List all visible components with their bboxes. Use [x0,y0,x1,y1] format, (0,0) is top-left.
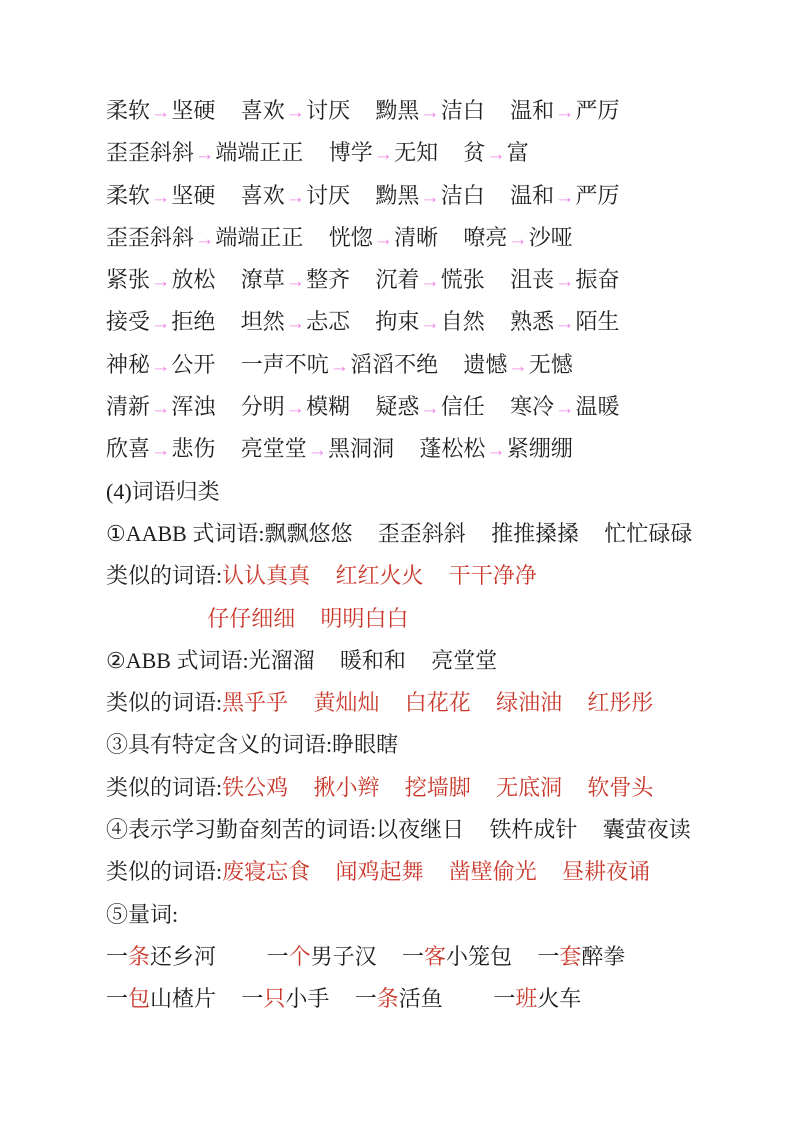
antonym-arrow-icon: → [555,271,575,293]
similar-words-line [106,767,703,809]
word-gap [350,117,375,118]
word-text: ④表示学习勤奋刻苦的词语:以夜继日 [106,817,465,843]
antonym-arrow-icon: → [151,398,171,420]
word-text: 套 [559,943,582,969]
word-text: 神秘 [106,351,151,377]
word-text: 遗憾 [463,351,508,377]
word-gap [485,413,510,414]
word-text: 黑乎乎 [222,690,289,716]
word-text: 客 [424,943,447,969]
word-text: 陌生 [575,309,620,335]
antonym-arrow-icon: → [285,398,306,420]
antonym-line [106,132,703,174]
word-gap [215,455,240,456]
word-gap [295,625,320,626]
word-text: 模糊 [306,394,351,420]
word-gap [315,667,340,668]
word-gap [157,625,182,626]
word-text: 凿壁偷光 [448,859,537,885]
word-gap [106,625,131,626]
word-text: 蓬松松 [419,436,486,462]
word-text: 讨厌 [306,98,351,123]
word-text: 温暖 [575,394,620,420]
word-gap [350,328,375,329]
word-gap [466,540,491,541]
word-gap [329,1005,354,1006]
word-text: 清新 [106,394,151,420]
word-gap [471,794,496,795]
word-text: 亮堂堂 [240,436,307,462]
word-text: 公开 [171,351,216,377]
word-text: 自然 [440,309,485,335]
antonym-arrow-icon: → [195,144,215,166]
word-text: 拘束 [375,309,420,335]
word-text: 沮丧 [510,267,555,293]
antonym-arrow-icon: → [373,228,394,250]
word-text: 浑浊 [171,394,216,420]
word-text: 分明 [240,394,285,420]
word-gap [352,540,377,541]
word-text: 黄灿灿 [313,690,380,716]
word-text: 白花花 [404,690,471,716]
word-text: 贫 [463,140,486,166]
word-text: 清晰 [394,224,439,250]
word-text: 沉着 [375,267,420,293]
word-text: 紧绷绷 [506,436,573,462]
antonym-arrow-icon: → [420,313,440,335]
word-text: 类似的词语: [106,859,223,885]
word-gap [577,836,602,837]
antonym-arrow-icon: → [486,440,506,462]
word-text: ①AABB 式词语:飘飘悠悠 [106,520,353,546]
word-text: 黑洞洞 [328,436,395,462]
antonym-arrow-icon: → [486,144,506,166]
antonym-line [106,428,703,470]
word-gap [182,625,207,626]
word-gap [562,709,587,710]
antonym-line [106,386,703,428]
word-gap [350,286,375,287]
word-text: 红彤彤 [587,690,654,716]
word-gap [310,582,335,583]
word-text: 无憾 [528,351,573,377]
word-text: 坦然 [240,309,285,335]
word-text: 软骨头 [587,774,654,800]
word-gap [485,286,510,287]
word-text: 寒冷 [510,394,555,420]
word-gap [485,328,510,329]
word-gap [310,878,335,879]
word-gap [215,413,240,414]
category-line [106,724,703,766]
word-text: 忐忑 [306,309,351,335]
word-gap [512,963,537,964]
antonym-arrow-icon: → [151,313,171,335]
word-text: 推推搡搡 [491,520,580,546]
word-text: 一 [354,986,377,1012]
word-text: 暖和和 [339,647,406,673]
word-gap [303,244,328,245]
section-heading [106,471,703,513]
category-line [106,640,703,682]
antonym-line [106,301,703,343]
antonym-arrow-icon: → [420,102,440,123]
word-text: 条 [376,986,399,1012]
word-text: 包 [128,986,151,1012]
word-gap [288,709,313,710]
word-text: 潦草 [240,267,285,293]
word-gap [443,1005,468,1006]
antonym-arrow-icon: → [151,440,171,462]
word-text: ⑤量词: [106,901,179,927]
antonym-arrow-icon: → [420,271,440,293]
antonym-arrow-icon: → [420,186,440,208]
word-text: 铁公鸡 [222,774,289,800]
antonym-arrow-icon: → [420,398,440,420]
word-text: 明明白白 [320,605,409,631]
document-lines [106,90,703,1021]
antonym-arrow-icon: → [307,440,328,462]
word-text: 黝黑 [375,98,420,123]
word-text: 认认真真 [222,563,311,589]
word-gap [438,159,463,160]
word-gap [215,117,240,118]
word-gap [423,582,448,583]
word-text: 端端正正 [215,224,304,250]
word-text: 无知 [394,140,439,166]
measure-word-line [106,978,703,1020]
word-text: 严厉 [575,98,620,123]
word-text: 整齐 [306,267,351,293]
antonym-arrow-icon: → [285,313,306,335]
word-text: 废寝忘食 [222,859,311,885]
antonym-arrow-icon: → [285,271,306,293]
word-text: 条 [128,943,151,969]
word-gap [562,794,587,795]
similar-words-line [106,851,703,893]
word-text: 班 [515,986,538,1012]
word-text: 柔软 [106,98,151,123]
antonym-arrow-icon: → [373,144,394,166]
word-text: 一 [537,943,560,969]
antonym-arrow-icon: → [555,186,575,208]
word-text: 信任 [440,394,485,420]
word-text: 仔仔细细 [207,605,296,631]
word-text: 忙忙碌碌 [604,520,693,546]
word-text: 歪歪斜斜 [106,224,195,250]
word-gap [485,202,510,203]
word-text: 温和 [510,182,555,208]
antonym-arrow-icon: → [555,398,575,420]
word-text: 昼耕夜诵 [562,859,651,885]
word-text: 坚硬 [171,182,216,208]
word-gap [215,371,240,372]
word-text: 闻鸡起舞 [335,859,424,885]
measure-word-line [106,936,703,978]
word-text: 慌张 [440,267,485,293]
word-text: 干干净净 [448,563,537,589]
antonym-arrow-icon: → [151,271,171,293]
category-line [106,809,703,851]
antonym-line [106,344,703,386]
word-text: 黝黑 [375,182,420,208]
word-text: 绿油油 [496,690,563,716]
word-text: 振奋 [575,267,620,293]
word-text: 一 [106,986,129,1012]
word-text: 一 [266,943,289,969]
word-text: 小手 [285,986,330,1012]
word-text: 亮堂堂 [431,647,498,673]
word-gap [394,455,419,456]
word-gap [303,159,328,160]
word-gap [579,540,604,541]
word-gap [216,963,241,964]
word-text: 一声不吭 [240,351,329,377]
antonym-arrow-icon: → [508,355,528,377]
word-text: 紧张 [106,267,151,293]
word-text: 洁白 [440,98,485,123]
word-text: 揪小辫 [313,774,380,800]
similar-words-line [106,555,703,597]
word-text: 滔滔不绝 [350,351,439,377]
word-text: 山楂片 [150,986,217,1012]
word-text: 一 [241,986,264,1012]
word-text: 接受 [106,309,151,335]
word-gap [537,878,562,879]
antonym-arrow-icon: → [508,228,528,250]
word-gap [215,202,240,203]
word-text: 沙哑 [528,224,573,250]
word-gap [215,328,240,329]
word-gap [464,836,489,837]
word-text: 悲伤 [171,436,216,462]
word-text: 喜欢 [240,98,285,123]
similar-words-continuation [106,598,703,640]
word-text: 恍惚 [328,224,373,250]
word-gap [423,878,448,879]
word-text: 歪歪斜斜 [377,520,466,546]
word-gap [350,202,375,203]
word-gap [485,117,510,118]
word-text: 坚硬 [171,98,216,123]
word-text: 放松 [171,267,216,293]
antonym-arrow-icon: → [151,186,171,208]
antonym-arrow-icon: → [285,186,306,208]
word-text: 红红火火 [335,563,424,589]
word-text: 铁杵成针 [489,817,578,843]
word-gap [379,794,404,795]
category-line [106,894,703,936]
antonym-arrow-icon: → [555,102,575,123]
word-text: 囊萤夜读 [602,817,691,843]
word-text: 富 [506,140,529,166]
word-gap [350,413,375,414]
word-gap [131,625,156,626]
antonym-arrow-icon: → [285,102,306,123]
word-text: 类似的词语: [106,690,223,716]
word-gap [471,709,496,710]
word-text: 小笼包 [446,943,513,969]
category-line [106,513,703,555]
word-text: 柔软 [106,182,151,208]
word-text: 疑惑 [375,394,420,420]
word-text: 熟悉 [510,309,555,335]
word-text: 喜欢 [240,182,285,208]
word-gap [468,1005,493,1006]
word-gap [438,371,463,372]
word-gap [379,709,404,710]
word-text: 一 [493,986,516,1012]
word-text: ③具有特定含义的词语:睁眼瞎 [106,732,399,758]
word-text: 类似的词语: [106,774,223,800]
word-gap [216,1005,241,1006]
word-text: 类似的词语: [106,563,223,589]
word-text: 嘹亮 [463,224,508,250]
word-gap [241,963,266,964]
word-text: 讨厌 [306,182,351,208]
antonym-line [106,259,703,301]
word-text: 欣喜 [106,436,151,462]
word-text: ②ABB 式词语:光溜溜 [106,647,315,673]
word-text: 博学 [328,140,373,166]
word-text: 一 [401,943,424,969]
word-text: 无底洞 [496,774,563,800]
antonym-arrow-icon: → [329,355,350,377]
word-gap [288,794,313,795]
antonym-arrow-icon: → [555,313,575,335]
word-text: 活鱼 [398,986,443,1012]
word-text: (4)词语归类 [106,478,220,504]
word-text: 火车 [537,986,582,1012]
antonym-arrow-icon: → [151,355,171,377]
word-text: 歪歪斜斜 [106,140,195,166]
antonym-line [106,90,703,132]
word-gap [377,963,402,964]
word-text: 男子汉 [310,943,377,969]
word-text: 还乡河 [150,943,217,969]
word-text: 严厉 [575,182,620,208]
similar-words-line [106,682,703,724]
antonym-arrow-icon: → [151,102,171,123]
word-text: 温和 [510,98,555,123]
word-text: 挖墙脚 [404,774,471,800]
antonym-arrow-icon: → [195,228,215,250]
word-text: 个 [288,943,311,969]
word-text: 一 [106,943,129,969]
antonym-line [106,175,703,217]
word-text: 拒绝 [171,309,216,335]
word-text: 洁白 [440,182,485,208]
word-text: 端端正正 [215,140,304,166]
word-gap [406,667,431,668]
word-text: 醉拳 [581,943,626,969]
word-gap [438,244,463,245]
word-gap [215,286,240,287]
antonym-line [106,217,703,259]
word-text: 只 [263,986,286,1012]
